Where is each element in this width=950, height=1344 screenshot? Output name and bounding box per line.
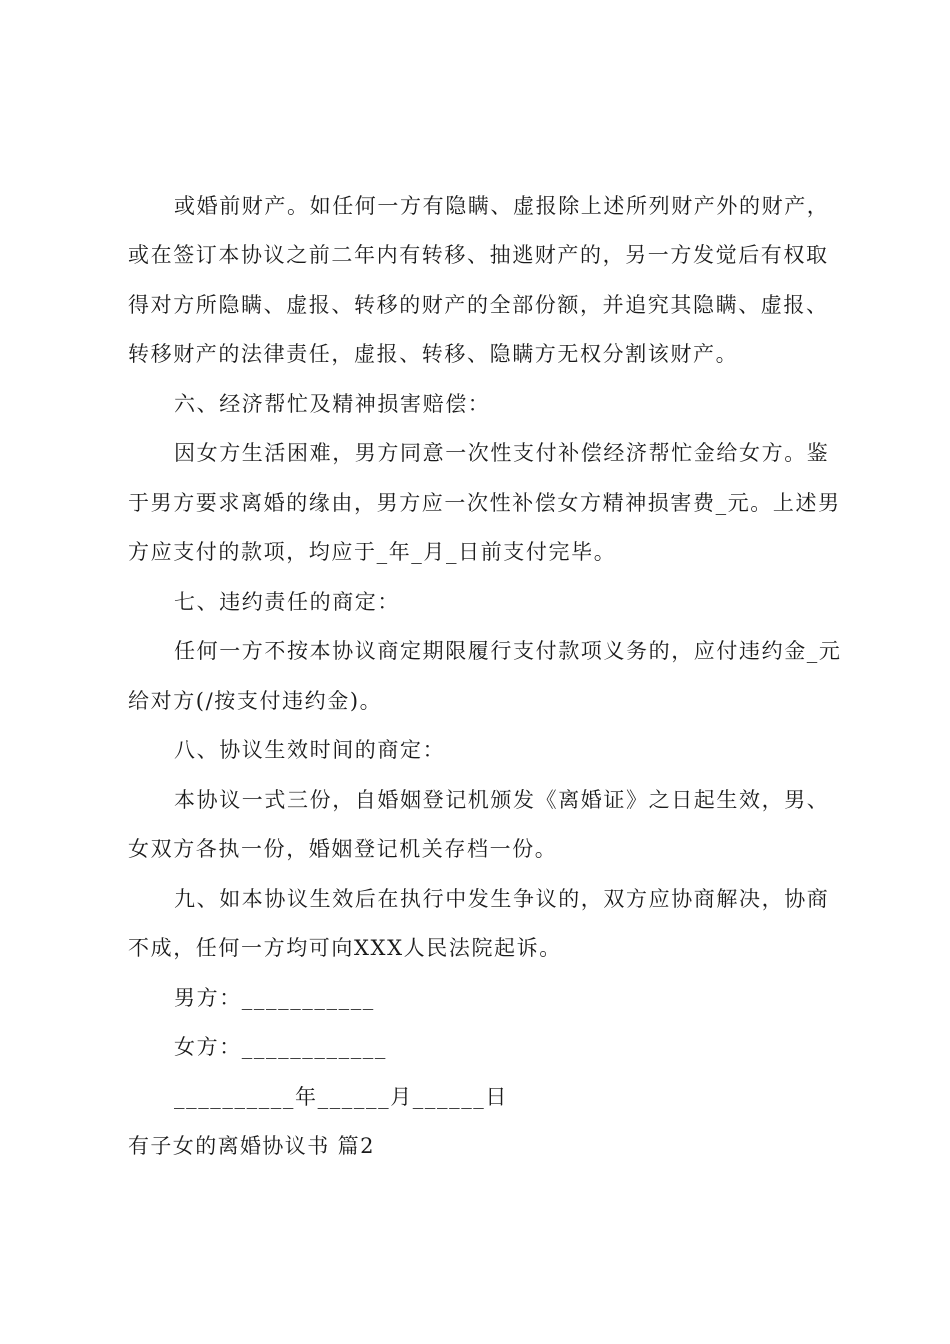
paragraph-line: 不成，任何一方均可向XXX人民法院起诉。	[128, 936, 562, 960]
signature-female: 女方：____________	[174, 1035, 387, 1059]
section-heading: 六、经济帮忙及精神损害赔偿：	[174, 392, 491, 416]
paragraph-line: 或婚前财产。如任何一方有隐瞒、虚报除上述所列财产外的财产，	[174, 194, 830, 218]
paragraph-line: 于男方要求离婚的缘由，男方应一次性补偿女方精神损害费_元。上述男	[128, 491, 841, 515]
signature-date: __________年______月______日	[174, 1085, 508, 1109]
paragraph-line: 方应支付的款项，均应于_年_月_日前支付完毕。	[128, 540, 617, 564]
signature-male: 男方：___________	[174, 986, 375, 1010]
paragraph-line: 因女方生活困难，男方同意一次性支付补偿经济帮忙金给女方。鉴	[174, 441, 830, 465]
paragraph-line: 本协议一式三份，自婚姻登记机颁发《离婚证》之日起生效，男、	[174, 788, 830, 812]
section-heading: 八、协议生效时间的商定：	[174, 738, 446, 762]
paragraph-line: 转移财产的法律责任，虚报、转移、隐瞒方无权分割该财产。	[128, 342, 739, 366]
paragraph-line: 或在签订本协议之前二年内有转移、抽逃财产的，另一方发觉后有权取	[128, 243, 829, 267]
section-title: 有子女的离婚协议书 篇2	[128, 1134, 375, 1158]
section-heading: 七、违约责任的商定：	[174, 590, 400, 614]
paragraph-line: 九、如本协议生效后在执行中发生争议的，双方应协商解决，协商	[174, 887, 830, 911]
paragraph-line: 女双方各执一份，婚姻登记机关存档一份。	[128, 837, 558, 861]
paragraph-line: 得对方所隐瞒、虚报、转移的财产的全部份额，并追究其隐瞒、虚报、	[128, 293, 829, 317]
paragraph-line: 任何一方不按本协议商定期限履行支付款项义务的，应付违约金_元	[174, 639, 842, 663]
paragraph-line: 给对方(/按支付违约金)。	[128, 689, 383, 713]
